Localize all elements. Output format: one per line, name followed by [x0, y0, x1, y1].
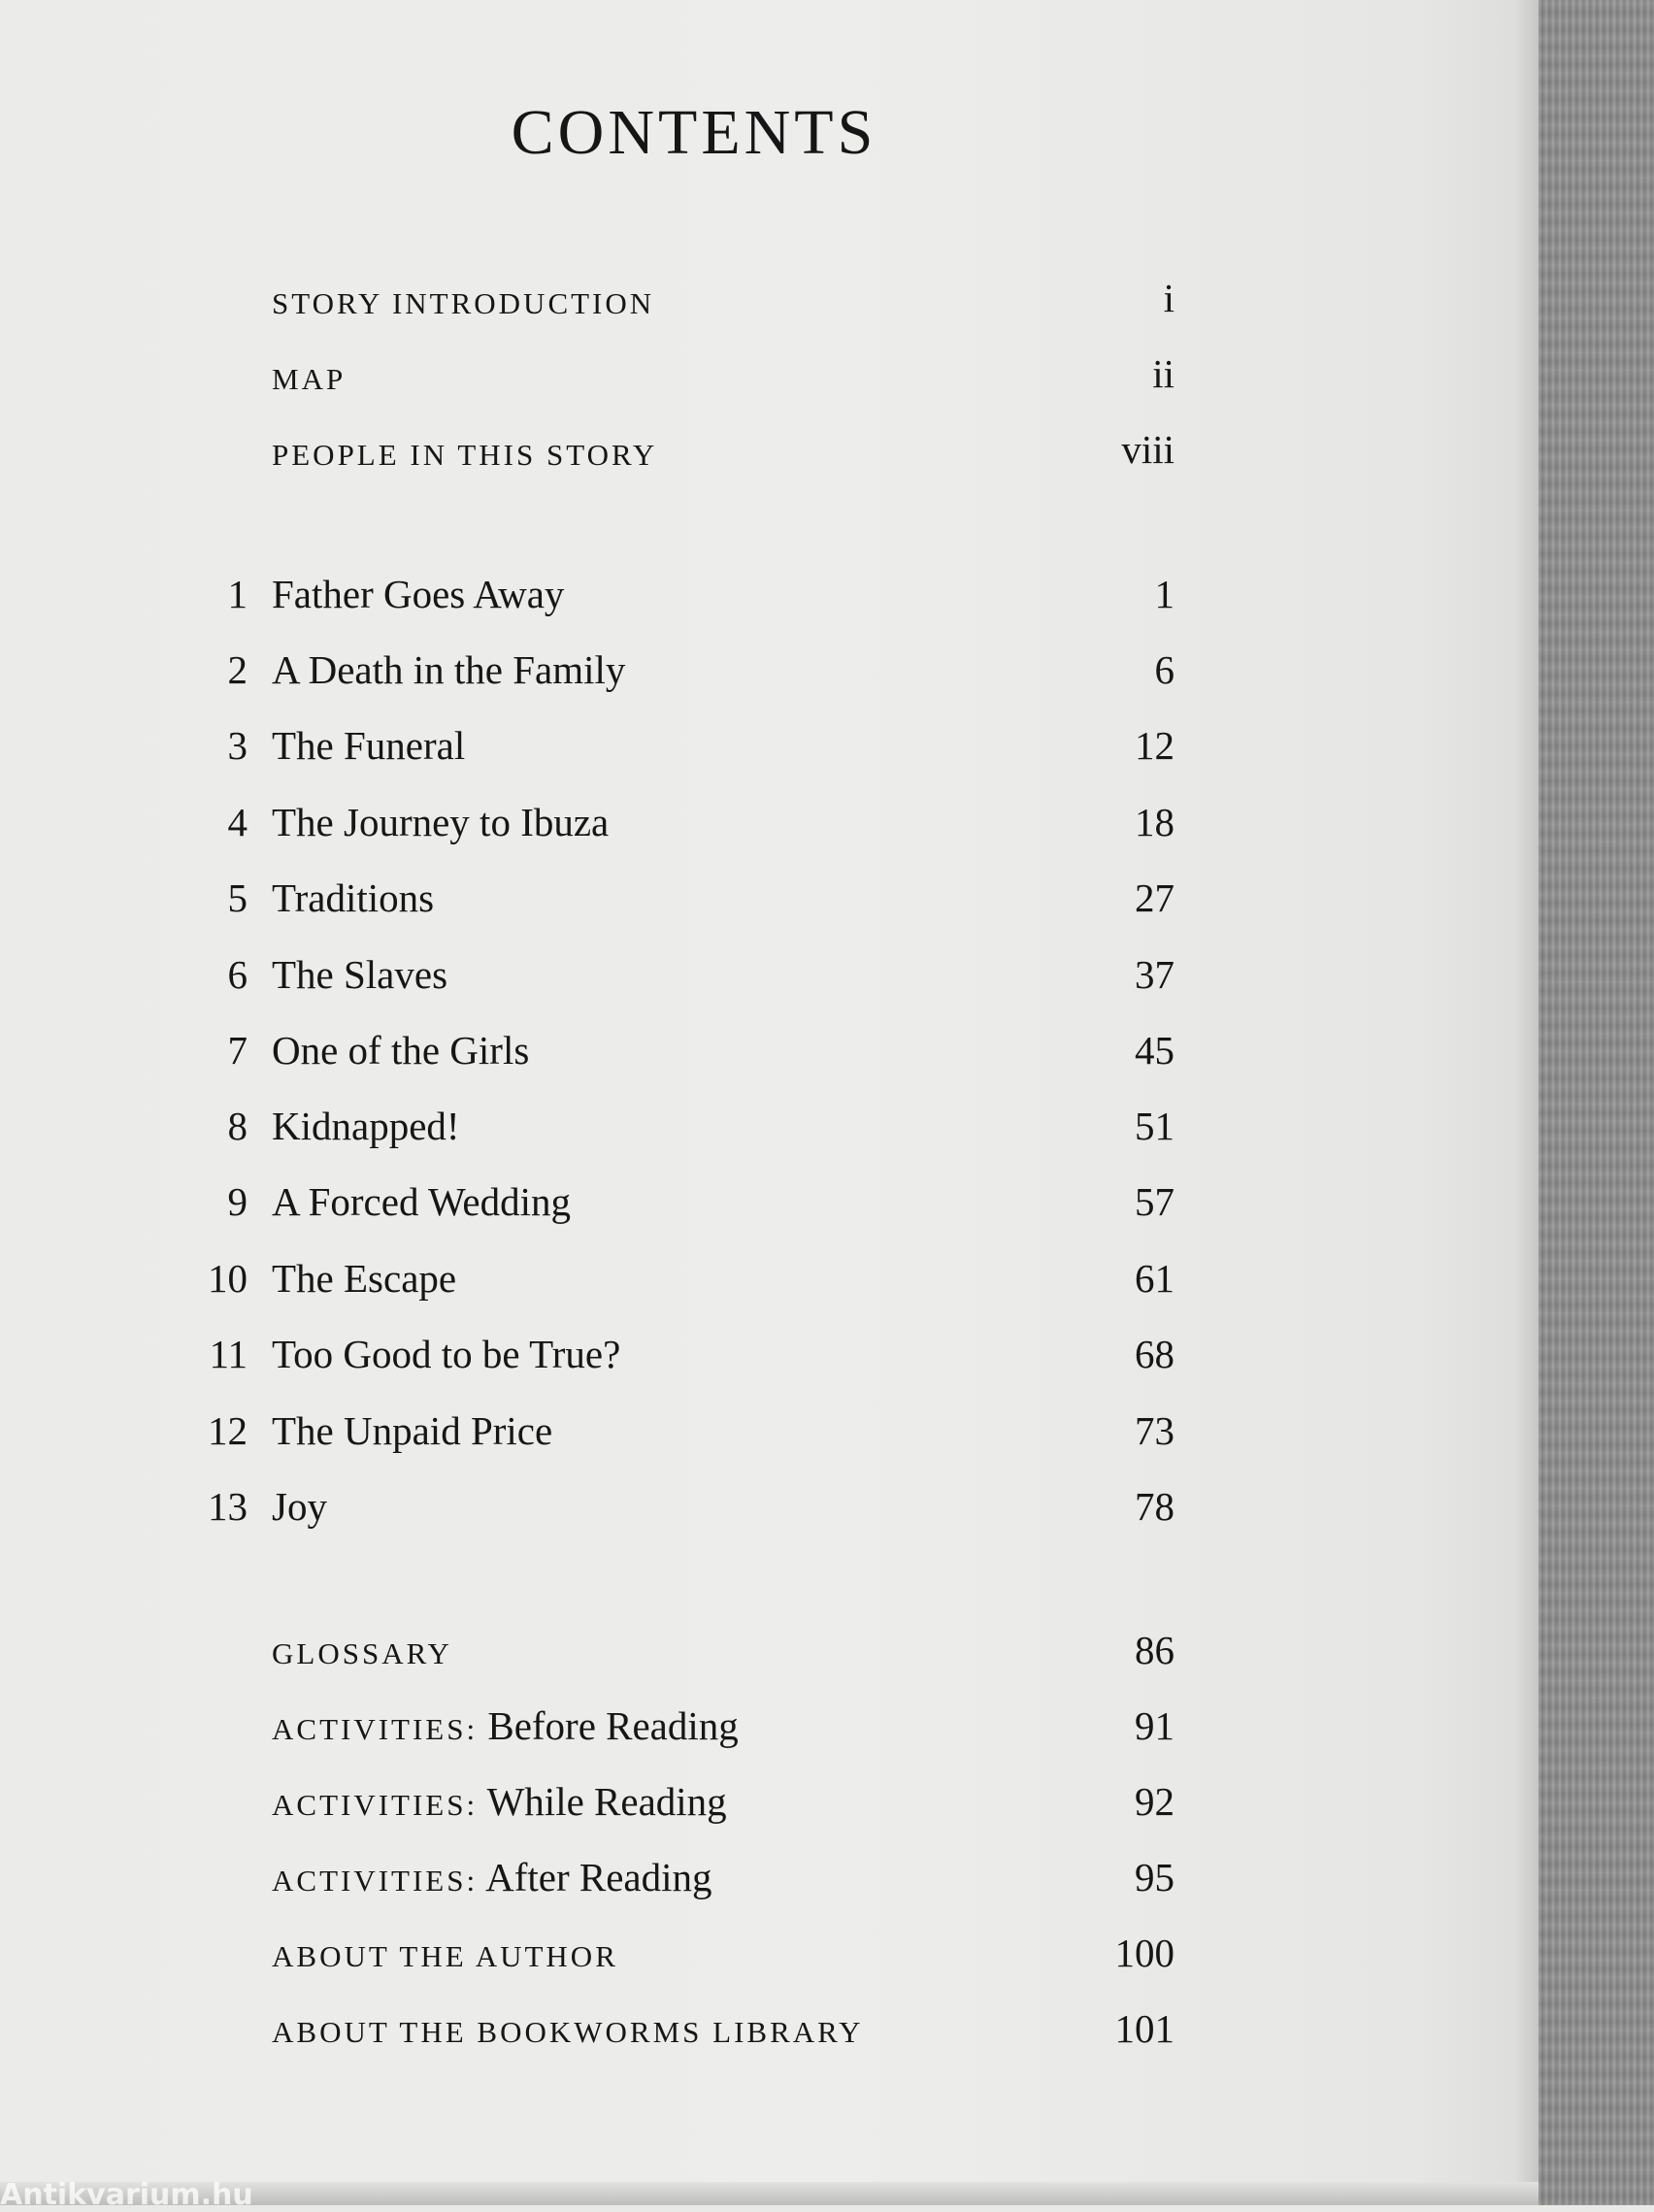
toc-page-number: 91 [1135, 1703, 1174, 1748]
toc-row-chapter [0, 874, 1174, 932]
toc-row-chapter [0, 950, 1174, 1008]
chapter-number: 7 [227, 1028, 248, 1073]
toc-entry-title [272, 1703, 739, 1748]
toc-row-chapter [0, 798, 1174, 856]
toc-row-activities-before [0, 1701, 1174, 1760]
toc-page-number: viii [1121, 427, 1174, 472]
toc-entry-subtitle: While Reading [486, 1779, 727, 1824]
chapter-title: The Journey to Ibuza [272, 800, 610, 844]
toc-row-activities-while [0, 1777, 1174, 1835]
chapter-title: The Unpaid Price [272, 1408, 553, 1453]
toc-row-chapter [0, 1026, 1174, 1084]
toc-row-glossary [0, 1626, 1174, 1684]
toc-page-number: 92 [1135, 1779, 1174, 1824]
toc-entry-title: PEOPLE IN THIS STORY [272, 438, 658, 472]
chapter-number: 3 [227, 723, 248, 768]
chapter-title: Father Goes Away [272, 572, 565, 616]
chapter-title: Traditions [272, 875, 435, 920]
toc-row-chapter [0, 721, 1174, 779]
toc-page-number: i [1163, 276, 1174, 320]
toc-row-chapter [0, 1254, 1174, 1312]
chapter-title: Kidnapped! [272, 1104, 460, 1148]
toc-row-chapter [0, 1177, 1174, 1236]
toc-row-chapter [0, 645, 1174, 704]
watermark: Antikvarium.hu [0, 2178, 253, 2212]
chapter-title: The Escape [272, 1256, 457, 1301]
chapter-title: Joy [272, 1484, 327, 1529]
toc-page-number: 61 [1135, 1256, 1174, 1301]
toc-row-chapter [0, 570, 1174, 628]
toc-entry-subtitle: After Reading [485, 1855, 712, 1899]
chapter-title: One of the Girls [272, 1028, 530, 1073]
chapter-number: 10 [208, 1256, 248, 1301]
toc-page-number: 12 [1135, 723, 1174, 768]
chapter-number: 1 [227, 572, 248, 616]
chapter-number: 5 [227, 875, 248, 920]
toc-page-number: 78 [1135, 1484, 1174, 1529]
chapter-number: 11 [209, 1332, 248, 1376]
toc-entry-title [272, 1933, 618, 1973]
toc-page-number: 6 [1154, 647, 1174, 692]
page-gutter-shadow [1514, 0, 1538, 2205]
chapter-title: The Slaves [272, 952, 448, 997]
chapter-title: The Funeral [272, 723, 466, 768]
toc-row-about-library [0, 2004, 1174, 2063]
toc-entry-prefix: ABOUT THE BOOKWORMS LIBRARY [272, 2015, 864, 2049]
chapter-number: 12 [208, 1408, 248, 1453]
toc-entry-title [272, 1779, 727, 1824]
toc-page-number: 95 [1135, 1855, 1174, 1899]
toc-page-number: 1 [1154, 572, 1174, 616]
chapter-title: A Death in the Family [272, 647, 626, 692]
chapter-title: Too Good to be True? [272, 1332, 621, 1376]
toc-row-chapter [0, 1330, 1174, 1388]
toc-page-number: 18 [1135, 800, 1174, 844]
chapter-number: 6 [227, 952, 248, 997]
chapter-number: 4 [227, 800, 248, 844]
toc-entry-title [272, 1631, 452, 1670]
page-stack-edge [1538, 0, 1654, 2205]
toc-row-map [0, 349, 1174, 408]
chapter-number: 2 [227, 647, 248, 692]
toc-page-number: 37 [1135, 952, 1174, 997]
toc-page-number: 51 [1135, 1104, 1174, 1148]
toc-row-chapter [0, 1482, 1174, 1540]
toc-entry-prefix: ACTIVITIES: [272, 1712, 479, 1746]
toc-page-number: 86 [1135, 1628, 1174, 1672]
toc-row-about-author [0, 1929, 1174, 1987]
toc-entry-title: MAP [272, 362, 347, 396]
toc-row-activities-after [0, 1853, 1174, 1911]
chapter-number: 9 [227, 1179, 248, 1224]
toc-entry-subtitle: Before Reading [487, 1703, 739, 1748]
page-title: CONTENTS [511, 97, 877, 168]
toc-row-chapter [0, 1406, 1174, 1465]
toc-entry-prefix: ACTIVITIES: [272, 1864, 479, 1898]
toc-entry-prefix: ABOUT THE AUTHOR [272, 1939, 618, 1973]
toc-entry-prefix: GLOSSARY [272, 1636, 452, 1670]
toc-row-chapter [0, 1102, 1174, 1160]
toc-page-number: 73 [1135, 1408, 1174, 1453]
toc-page-number: 100 [1114, 1931, 1174, 1975]
toc-entry-title [272, 1855, 712, 1899]
toc-row-people-in-this-story [0, 425, 1174, 483]
chapter-title: A Forced Wedding [272, 1179, 571, 1224]
toc-entry-title: STORY INTRODUCTION [272, 286, 655, 320]
chapter-number: 13 [208, 1484, 248, 1529]
chapter-number: 8 [227, 1104, 248, 1148]
toc-page-number: 101 [1114, 2006, 1174, 2051]
toc-page-number: 68 [1135, 1332, 1174, 1376]
toc-entry-title [272, 2009, 863, 2049]
toc-row-story-introduction [0, 274, 1174, 332]
toc-page-number: 45 [1135, 1028, 1174, 1073]
toc-page-number: ii [1152, 351, 1174, 396]
toc-page-number: 57 [1135, 1179, 1174, 1224]
toc-page-number: 27 [1135, 875, 1174, 920]
toc-entry-prefix: ACTIVITIES: [272, 1788, 479, 1822]
